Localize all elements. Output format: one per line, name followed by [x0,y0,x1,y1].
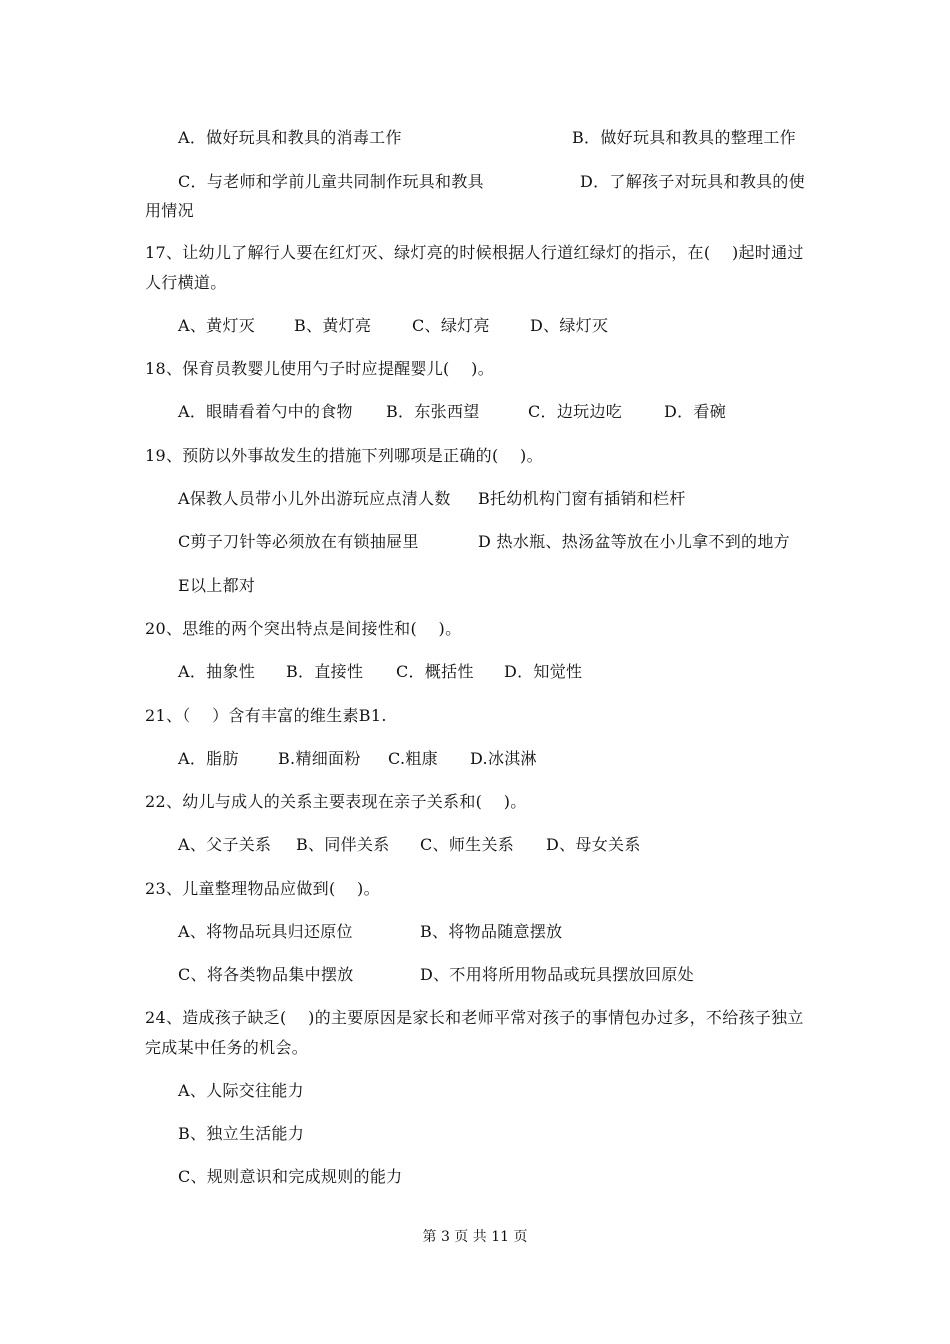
q17-option-a: A、黄灯灭 [178,316,256,335]
q21-option-a: A．脂肪 [178,749,239,768]
q16-option-a: A．做好玩具和教具的消毒工作 [178,128,402,147]
q20-option-b: B．直接性 [286,662,364,681]
q19-option-b: B托幼机构门窗有插销和栏杆 [478,489,686,508]
q21-option-d: D.冰淇淋 [470,749,537,768]
question-18: 18、保育员教婴儿使用勺子时应提醒婴儿( )。 [145,359,494,378]
question-24: 24、造成孩子缺乏( )的主要原因是家长和老师平常对孩子的事情包办过多，不给孩子独立完成某中任务的机会。 [145,1008,804,1057]
q23-option-d: D、不用将所用物品或玩具摆放回原处 [420,965,694,984]
q17-option-c: C、绿灯亮 [412,316,490,335]
q16-option-c: C．与老师和学前儿童共同制作玩具和教具 [178,172,484,191]
q22-option-b: B、同伴关系 [296,835,390,854]
q22-option-c: C、师生关系 [420,835,515,854]
q19-option-d: D 热水瓶、热汤盆等放在小儿拿不到的地方 [478,532,790,551]
q24-option-a: A、人际交往能力 [178,1081,304,1100]
question-23: 23、儿童整理物品应做到( )。 [145,879,380,898]
q16-option-d: D．了解孩子对玩具和教具的使 [580,172,806,191]
q16-option-b: B．做好玩具和教具的整理工作 [572,128,796,147]
q23-option-b: B、将物品随意摆放 [420,922,563,941]
q23-option-a: A、将物品玩具归还原位 [178,922,353,941]
question-17: 17、让幼儿了解行人要在红灯灭、绿灯亮的时候根据人行道红绿灯的指示，在( )起时通过人行横道。 [145,243,804,292]
q18-option-c: C．边玩边吃 [528,402,623,421]
q21-option-b: B.精细面粉 [278,749,361,768]
q22-option-d: D、母女关系 [546,835,641,854]
page-number-footer: 第 3 页 共 11 页 [422,1229,528,1245]
q20-option-d: D．知觉性 [504,662,583,681]
q19-option-c: C剪子刀针等必须放在有锁抽屉里 [178,532,419,551]
q23-option-c: C、将各类物品集中摆放 [178,965,354,984]
q18-option-b: B．东张西望 [386,402,480,421]
q24-option-c: C、规则意识和完成规则的能力 [178,1167,403,1186]
q18-option-a: A．眼睛看着勺中的食物 [178,402,353,421]
q21-option-c: C.粗康 [388,749,438,768]
question-20: 20、思维的两个突出特点是间接性和( )。 [145,619,462,638]
q19-option-e: E以上都对 [178,576,256,595]
q22-option-a: A、父子关系 [178,835,272,854]
q17-option-d: D、绿灯灭 [530,316,609,335]
q16-option-d-continuation: 用情况 [145,201,194,220]
q24-option-b: B、独立生活能力 [178,1124,305,1143]
question-22: 22、幼儿与成人的关系主要表现在亲子关系和( )。 [145,792,527,811]
q20-option-a: A．抽象性 [178,662,256,681]
q20-option-c: C．概括性 [396,662,474,681]
question-21: 21、（ ）含有丰富的维生素B1. [145,706,387,725]
q19-option-a: A保教人员带小儿外出游玩应点清人数 [178,489,451,508]
question-19: 19、预防以外事故发生的措施下列哪项是正确的( )。 [145,446,543,465]
q17-option-b: B、黄灯亮 [294,316,372,335]
q18-option-d: D．看碗 [664,402,727,421]
